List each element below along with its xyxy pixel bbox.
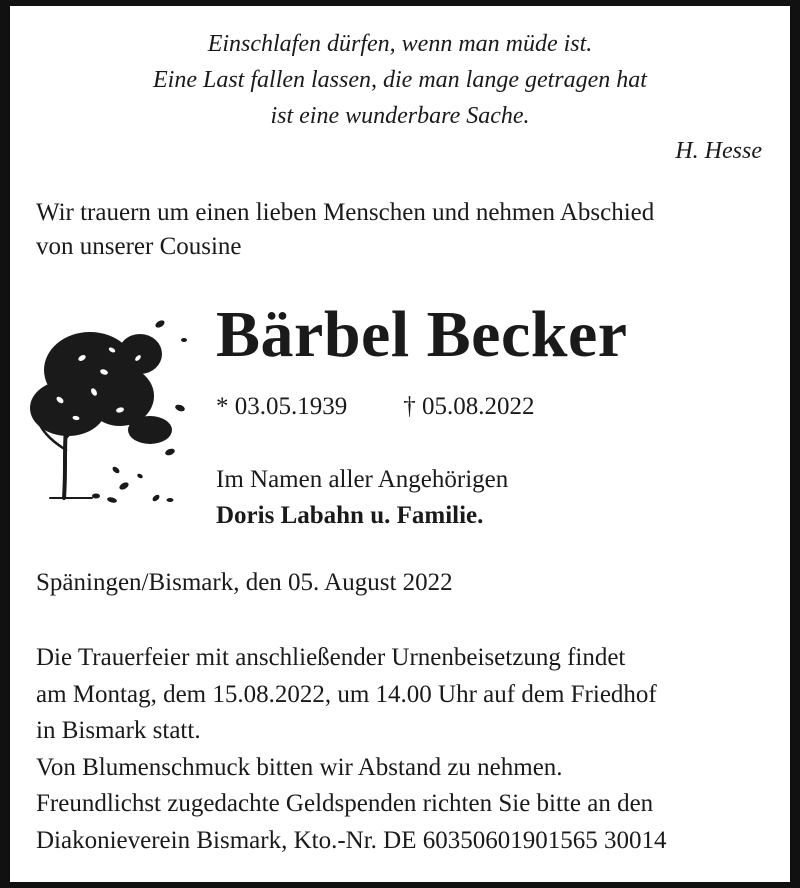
- poem-quote: [30, 26, 770, 134]
- details-line: in Bismark statt.: [36, 717, 201, 744]
- death-date: † 05.08.2022: [403, 393, 535, 420]
- intro-line: Wir trauern um einen lieben Menschen und nehmen Abschied: [36, 199, 655, 226]
- deceased-name: Bärbel Becker: [216, 298, 628, 371]
- details-line: Freundlichst zugedachte Geldspenden richten Sie bitte an den: [36, 790, 654, 817]
- birth-date: * 03.05.1939: [216, 393, 348, 420]
- tree-icon: [20, 300, 200, 510]
- quote-line: Einschlafen dürfen, wenn man müde ist.: [207, 31, 593, 57]
- details-line: Die Trauerfeier mit anschließender Urnenbeisetzung findet: [36, 644, 626, 671]
- details-line: Von Blumenschmuck bitten wir Abstand zu nehmen.: [36, 753, 563, 781]
- details-line: am Montag, dem 15.08.2022, um 14.00 Uhr auf dem Friedhof: [36, 680, 657, 708]
- quote-line: ist eine wunderbare Sache.: [270, 103, 530, 129]
- place-date: Späningen/Bismark, den 05. August 2022: [36, 569, 453, 596]
- details-line: Diakonieverein Bismark, Kto.-Nr. DE 60350601901565 30014: [36, 826, 667, 854]
- quote-author: H. Hesse: [675, 138, 762, 164]
- life-dates: [216, 390, 535, 424]
- family-intro: Im Namen aller Angehörigen: [216, 466, 509, 493]
- family-signature: [216, 462, 508, 534]
- intro-line: von unserer Cousine: [36, 233, 242, 260]
- family-name: Doris Labahn u. Familie.: [216, 502, 484, 529]
- quote-line: Eine Last fallen lassen, die man lange getragen hat: [153, 67, 647, 93]
- intro-text: [36, 196, 776, 264]
- funeral-details: [36, 640, 766, 859]
